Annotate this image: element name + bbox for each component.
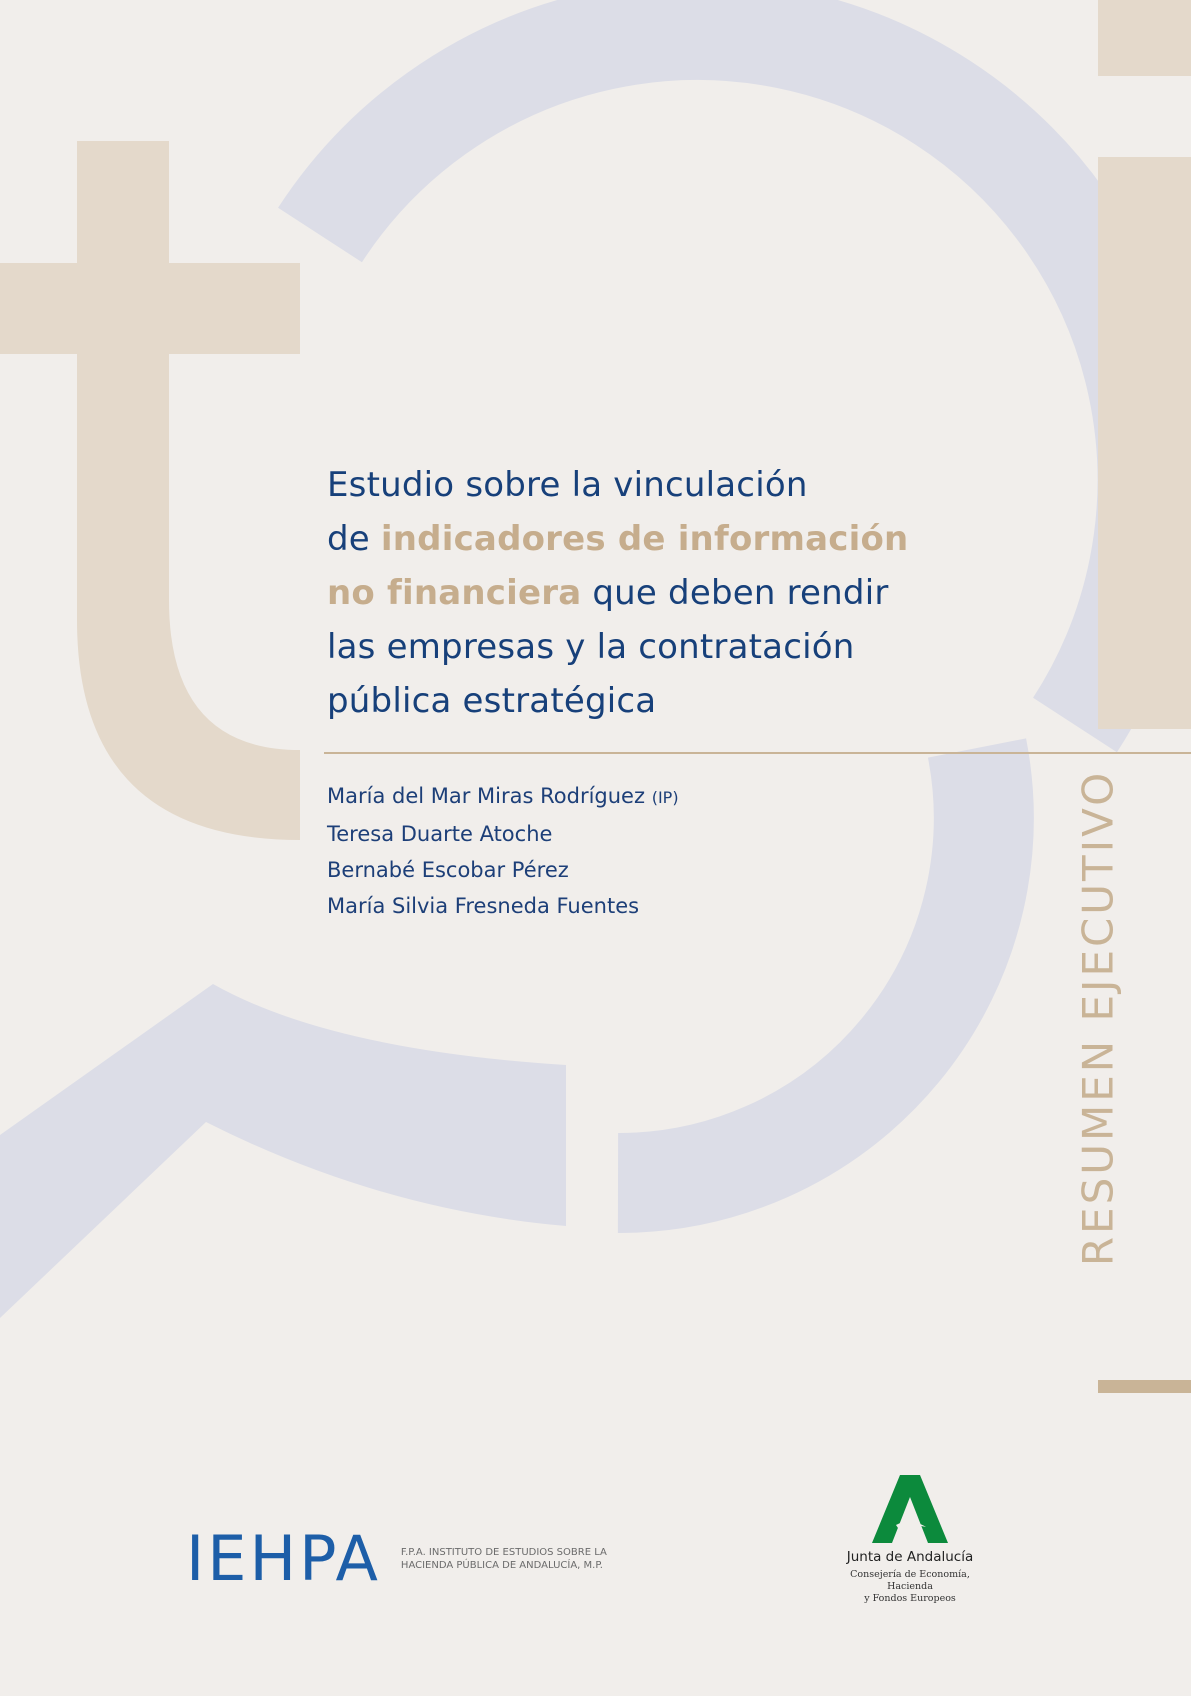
iehpa-institution-text: [401, 1546, 631, 1572]
iehpa-line-2: HACIENDA PÚBLICA DE ANDALUCÍA, M.P.: [400, 1560, 603, 1571]
title-line-5: pública estratégica: [327, 681, 657, 721]
title-line-2: [327, 512, 908, 566]
author-name: María Silvia Fresneda Fuentes: [327, 894, 640, 918]
title-line-3-suffix: que deben rendir: [581, 573, 889, 613]
junta-department: [830, 1569, 990, 1605]
title-highlight-2: no financiera: [327, 573, 582, 613]
title-line-2-prefix: de: [327, 519, 381, 559]
resumen-ejecutivo-label: RESUMEN EJECUTIVO: [1073, 769, 1123, 1267]
letter-t-shape: [0, 141, 300, 840]
iehpa-logo: [186, 1522, 631, 1595]
junta-dept-line-1: Consejería de Economía, Hacienda: [850, 1569, 970, 1592]
author-name: María del Mar Miras Rodríguez: [327, 784, 646, 808]
junta-a-emblem-icon: [870, 1473, 950, 1545]
junta-logo: [830, 1473, 990, 1605]
document-title: [327, 458, 908, 728]
side-bottom-bar-shape: [1098, 1380, 1191, 1393]
junta-name: Junta de Andalucía: [846, 1549, 974, 1565]
author-item: [327, 852, 679, 888]
title-highlight-1: indicadores de información: [380, 519, 909, 559]
title-line-3: [327, 566, 908, 620]
iehpa-wordmark: IEHPA: [186, 1522, 381, 1595]
title-line-1: Estudio sobre la vinculación: [327, 465, 808, 505]
author-item: [327, 888, 679, 924]
iehpa-line-1: F.P.A. INSTITUTO DE ESTUDIOS SOBRE LA: [400, 1547, 607, 1558]
author-item: [327, 778, 679, 816]
junta-dept-line-2: y Fondos Europeos: [864, 1593, 956, 1604]
title-divider: [324, 752, 1191, 754]
letter-i-dot-shape: [1098, 0, 1191, 76]
author-name: Teresa Duarte Atoche: [327, 822, 553, 846]
title-line-4: las empresas y la contratación: [327, 627, 855, 667]
letter-i-stem-shape: [1098, 157, 1191, 729]
diagonal-stroke-shape: [0, 984, 566, 1318]
author-item: [327, 816, 679, 852]
author-list: [327, 778, 679, 924]
author-name: Bernabé Escobar Pérez: [327, 858, 569, 882]
author-role: (IP): [651, 788, 679, 807]
